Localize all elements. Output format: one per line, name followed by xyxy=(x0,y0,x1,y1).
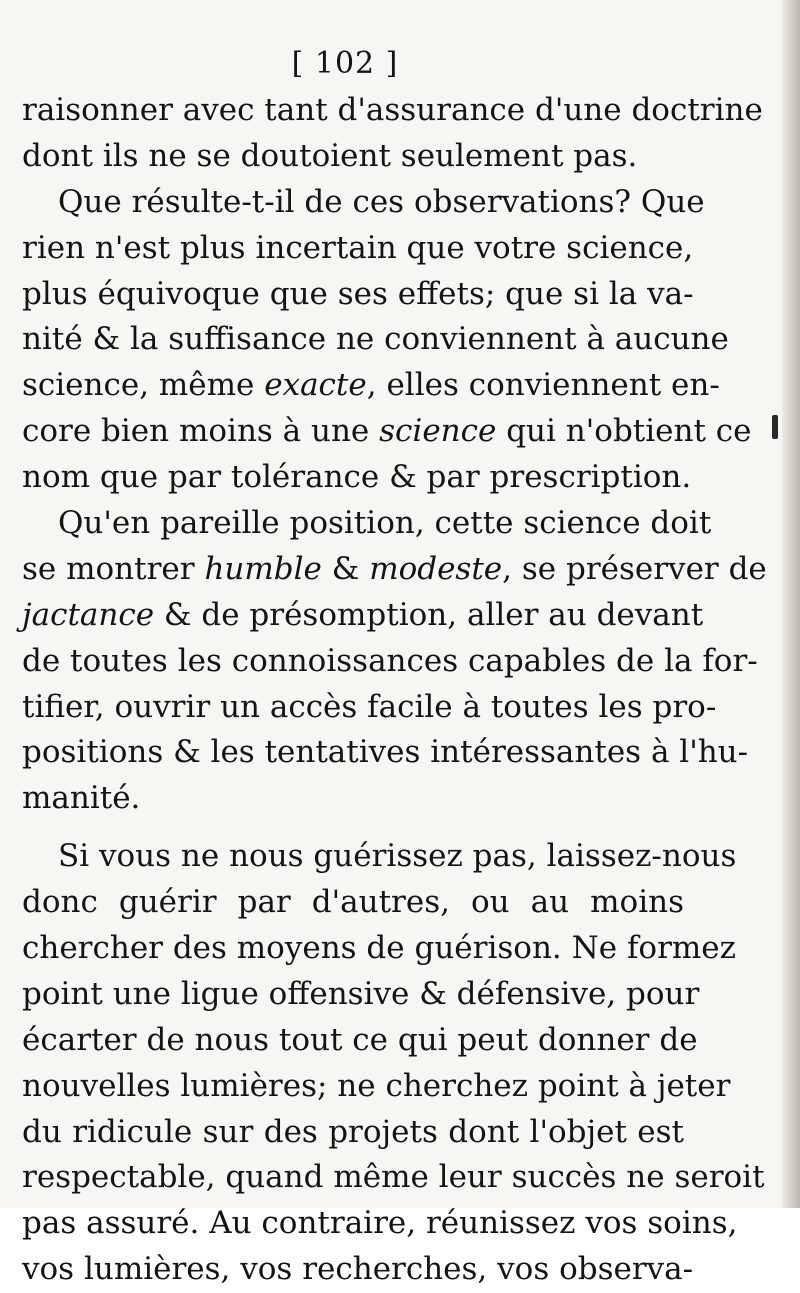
text-span: & de présomption, aller au devant xyxy=(154,596,704,633)
text-line xyxy=(22,972,700,1018)
text-span: respectable, quand même leur succès ne seroit xyxy=(22,1159,765,1196)
text-span: de toutes les connoissances capables de la for- xyxy=(22,642,758,679)
text-line xyxy=(22,409,752,455)
text-span: nom que par tolérance & par prescription. xyxy=(22,459,692,496)
text-span: tifier, ouvrir un accès facile à toutes les pro- xyxy=(22,688,717,725)
text-line xyxy=(22,134,684,180)
text-line xyxy=(22,88,763,134)
text-line xyxy=(22,180,705,226)
text-line xyxy=(22,834,737,880)
text-span: donc guérir par d'autres, ou au moins xyxy=(22,884,684,921)
text-line xyxy=(22,455,692,501)
text-line xyxy=(22,880,684,926)
text-line xyxy=(22,1155,765,1201)
text-span: raisonner avec tant d'assurance d'une doctrine xyxy=(22,92,763,128)
text-line xyxy=(22,1018,698,1064)
text-span: science, même xyxy=(22,367,265,404)
text-span: positions & les tentatives intéressantes à l'hu- xyxy=(22,734,749,771)
text-line xyxy=(22,639,758,685)
text-line xyxy=(22,1201,738,1247)
text-span: se montrer xyxy=(22,550,205,587)
text-span: chercher des moyens de guérison. Ne formez xyxy=(22,930,736,967)
text-span: , se préserver de xyxy=(502,550,767,587)
text-line xyxy=(22,1247,694,1293)
text-line xyxy=(22,1064,731,1110)
italic-word: humble xyxy=(204,550,322,587)
text-line xyxy=(22,363,720,409)
text-span: vos lumières, vos recherches, vos observa- xyxy=(22,1251,694,1288)
text-span: Si vous ne nous guérissez pas, laissez-nous xyxy=(58,838,737,875)
text-line xyxy=(22,776,684,822)
text-line xyxy=(22,926,736,972)
text-line xyxy=(22,501,712,547)
text-span: Qu'en pareille position, cette science doit xyxy=(58,505,712,542)
page-edge-shadow xyxy=(782,0,800,1208)
text-span: Que résulte-t-il de ces observations? Que xyxy=(58,183,705,220)
text-span: point une ligue offensive & défensive, pour xyxy=(22,975,700,1012)
text-span: nouvelles lumières; ne cherchez point à jeter xyxy=(22,1067,731,1104)
text-line xyxy=(22,593,704,639)
text-span: plus équivoque que ses effets; que si la va- xyxy=(22,275,694,312)
text-line xyxy=(22,272,694,318)
text-span: nité & la suffisance ne conviennent à aucune xyxy=(22,321,729,358)
text-span: manité. xyxy=(22,780,141,817)
text-span: dont ils ne se doutoient seulement pas. xyxy=(22,137,638,174)
text-line xyxy=(22,730,749,776)
text-span: pas assuré. Au contraire, réunissez vos soins, xyxy=(22,1205,738,1242)
text-span: & xyxy=(321,550,370,587)
italic-word: modeste xyxy=(369,550,503,587)
text-span: du ridicule sur des projets dont l'objet est xyxy=(22,1113,684,1150)
italic-word: jactance xyxy=(22,596,155,633)
body-text xyxy=(22,88,767,1293)
text-line xyxy=(22,685,717,731)
text-span: core bien moins à une xyxy=(22,413,380,450)
text-span: écarter de nous tout ce qui peut donner de xyxy=(22,1021,698,1058)
text-span: , elles conviennent en- xyxy=(366,367,720,404)
text-span: rien n'est plus incertain que votre science, xyxy=(22,229,694,266)
text-line xyxy=(22,317,729,363)
text-line xyxy=(22,547,767,593)
text-line xyxy=(22,1110,684,1156)
italic-word: science xyxy=(379,413,497,450)
page-number: [ 102 ] xyxy=(291,46,399,81)
text-span: qui n'obtient ce xyxy=(496,413,752,450)
text-line xyxy=(22,226,694,272)
margin-ink-mark xyxy=(772,415,778,439)
italic-word: exacte xyxy=(264,367,367,404)
